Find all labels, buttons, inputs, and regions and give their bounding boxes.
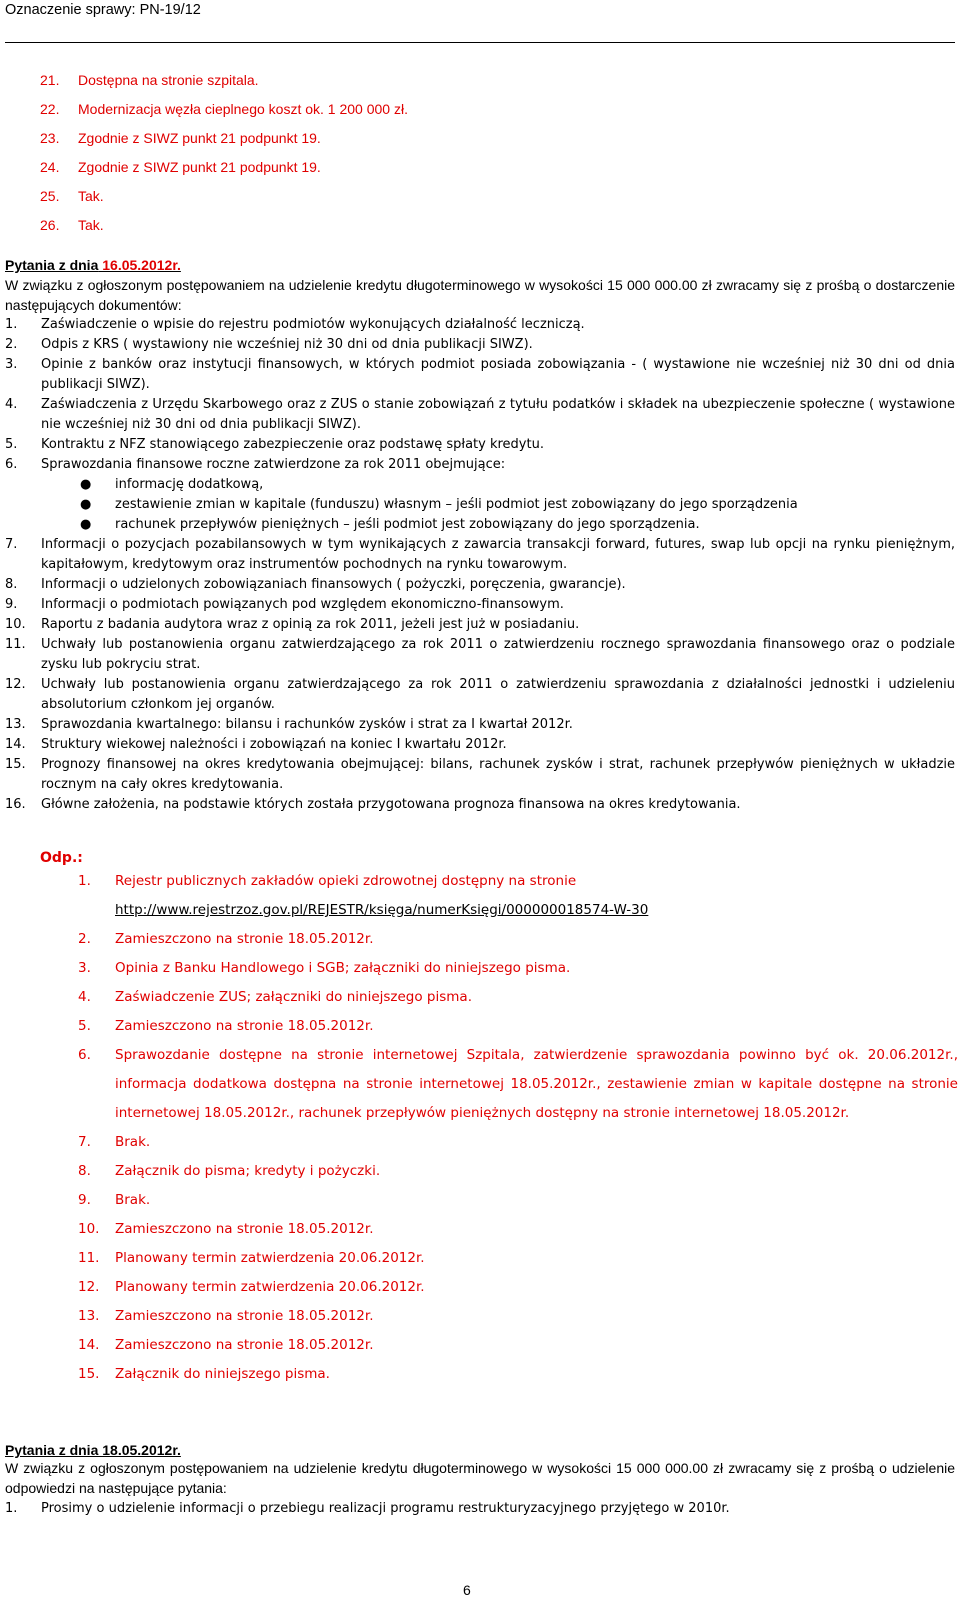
list-item: 3. Opinia z Banku Handlowego i SGB; załączniki do niniejszego pisma.: [78, 960, 571, 976]
bullet-item: ● zestawienie zmian w kapitale (funduszu) własnym – jeśli podmiot jest zobowiązany do jego sporządzenia: [5, 495, 955, 515]
section-intro: W związku z ogłoszonym postępowaniem na udzielenie kredytu długoterminowego w wysokości 15 000 000.00 zł zwracamy się z prośbą o udzielenie odpowiedzi na następujące pytania:: [5, 1460, 955, 1496]
bullet-item: ● rachunek przepływów pieniężnych – jeśli podmiot jest zobowiązany do jego sporządzenia.: [5, 515, 955, 535]
list-item: 2. Odpis z KRS ( wystawiony nie wcześniej niż 30 dni od dnia publikacji SIWZ).: [5, 337, 533, 352]
list-item: 12. Planowany termin zatwierdzenia 20.06.2012r.: [78, 1279, 425, 1295]
list-item: 13. Sprawozdania kwartalnego: bilansu i rachunków zysków i strat za I kwartał 2012r.: [5, 717, 573, 732]
section-heading: Pytania z dnia 18.05.2012r.: [5, 1442, 181, 1458]
list-item: 14. Struktury wiekowej należności i zobowiązań na koniec I kwartału 2012r.: [5, 737, 507, 752]
list-item: 9. Informacji o podmiotach powiązanych pod względem ekonomiczno-finansowym.: [5, 597, 564, 612]
list-item: 16. Główne założenia, na podstawie których została przygotowana prognoza finansowa na okres kredytowania.: [5, 797, 741, 812]
list-item: 13. Zamieszczono na stronie 18.05.2012r.: [78, 1308, 374, 1324]
list-item: 23. Zgodnie z SIWZ punkt 21 podpunkt 19.: [40, 130, 321, 146]
list-item: 14. Zamieszczono na stronie 18.05.2012r.: [78, 1337, 374, 1353]
list-item: 1. Zaświadczenie o wpisie do rejestru podmiotów wykonujących działalność leczniczą.: [5, 317, 585, 332]
list-item: 5. Zamieszczono na stronie 18.05.2012r.: [78, 1018, 374, 1034]
bullet-icon: ●: [80, 477, 92, 492]
bullet-icon: ●: [80, 517, 92, 532]
list-item: 5. Kontraktu z NFZ stanowiącego zabezpieczenie oraz podstawę spłaty kredytu.: [5, 437, 544, 452]
list-item: 24. Zgodnie z SIWZ punkt 21 podpunkt 19.: [40, 159, 321, 175]
list-item: 10. Raportu z badania audytora wraz z opinią za rok 2011, jeżeli jest już w posiadaniu.: [5, 617, 580, 632]
list-item: 21. Dostępna na stronie szpitala.: [40, 72, 259, 88]
page-number: 6: [463, 1582, 471, 1598]
list-item: 8. Informacji o udzielonych zobowiązaniach finansowych ( pożyczki, poręczenia, gwarancje).: [5, 577, 626, 592]
list-item: 9. Brak.: [78, 1192, 151, 1208]
list-item: 1. Prosimy o udzielenie informacji o przebiegu realizacji programu restrukturyzacyjnego przyjętego w 2010r.: [5, 1501, 730, 1516]
list-item: 10. Zamieszczono na stronie 18.05.2012r.: [78, 1221, 374, 1237]
answers-label: Odp.:: [40, 850, 83, 866]
bullet-item: ● informację dodatkową,: [5, 475, 955, 495]
list-item: 4. Zaświadczenia z Urzędu Skarbowego oraz z ZUS o stanie zobowiązań z tytułu podatków i składek na ubezpieczenie społeczne ( wystawione nie wcześniej niż 30 dni od dnia publikacji SIWZ).: [5, 397, 955, 432]
list-item: 3. Opinie z banków oraz instytucji finansowych, w których podmiot posiada zobowiązania - ( wystawione nie wcześniej niż 30 dni od dnia publikacji SIWZ).: [5, 357, 955, 392]
list-item: 15. Prognozy finansowej na okres kredytowania obejmującej: bilans, rachunek zysków i strat, rachunek przepływów pieniężnych w układzie rocznym na cały okres kredytowania.: [5, 757, 955, 792]
list-item: 11. Uchwały lub postanowienia organu zatwierdzającego za rok 2011 o zatwierdzeniu rocznego sprawozdania finansowego oraz o podziale zysku lub pokryciu strat.: [5, 637, 955, 672]
list-item: 8. Załącznik do pisma; kredyty i pożyczki.: [78, 1163, 381, 1179]
document-list: [5, 315, 955, 815]
case-label: Oznaczenie sprawy: PN-19/12: [5, 2, 201, 18]
list-item: 2. Zamieszczono na stronie 18.05.2012r.: [78, 931, 374, 947]
list-item: 11. Planowany termin zatwierdzenia 20.06.2012r.: [78, 1250, 425, 1266]
list-item: 15. Załącznik do niniejszego pisma.: [78, 1366, 330, 1382]
bullet-icon: ●: [80, 497, 92, 512]
section-heading: Pytania z dnia 16.05.2012r.: [5, 257, 181, 273]
list-item: 12. Uchwały lub postanowienia organu zatwierdzającego za rok 2011 o zatwierdzeniu sprawozdania z działalności jednostki i udzieleniu absolutorium członkom jej organów.: [5, 677, 955, 712]
list-item: 7. Brak.: [78, 1134, 151, 1150]
list-item: 7. Informacji o pozycjach pozabilansowych w tym wynikających z zawarcia transakcji forward, futures, swap lub opcji na rynku pieniężnym, kapitałowym, kredytowym oraz instrumentów pochodnych na rynku towarowym.: [5, 537, 955, 572]
registry-link[interactable]: http://www.rejestrzoz.gov.pl/REJESTR/księga/numerKsięgi/000000018574-W-30: [115, 902, 649, 918]
header-divider: [5, 42, 955, 43]
list-item: 4. Zaświadczenie ZUS; załączniki do niniejszego pisma.: [78, 989, 472, 1005]
section-intro: W związku z ogłoszonym postępowaniem na udzielenie kredytu długoterminowego w wysokości 15 000 000.00 zł zwracamy się z prośbą o dostarczenie następujących dokumentów:: [5, 277, 955, 313]
list-item: 6. Sprawozdanie dostępne na stronie internetowej Szpitala, zatwierdzenie sprawozdania powinno być ok. 20.06.2012r., informacja dodatkowa dostępna na stronie internetowej 18.05.2012r., zestawienie zmian w kapitale dostępne na stronie internetowej 18.05.2012r., rachunek przepływów pieniężnych dostępny na stronie internetowej 18.05.2012r.: [78, 1047, 958, 1121]
question-list: [5, 1499, 955, 1519]
list-item: 26. Tak.: [40, 217, 104, 233]
answers-list: [78, 867, 958, 1389]
list-item: 6. Sprawozdania finansowe roczne zatwierdzone za rok 2011 obejmujące:: [5, 457, 506, 472]
list-item: 1. Rejestr publicznych zakładów opieki zdrowotnej dostępny na stronie http://www.rejestrzoz.gov.pl/REJESTR/księga/numerKsięgi/000000018574-W-30: [78, 873, 649, 918]
list-item: 22. Modernizacja węzła cieplnego koszt ok. 1 200 000 zł.: [40, 101, 408, 117]
list-item: 25. Tak.: [40, 188, 104, 204]
